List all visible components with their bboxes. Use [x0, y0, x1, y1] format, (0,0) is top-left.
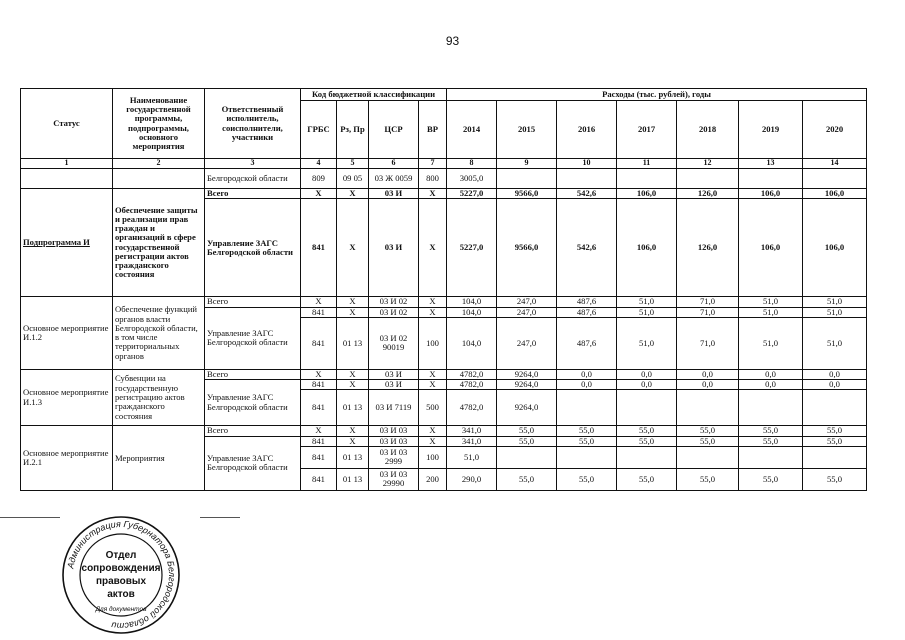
column-index-row [21, 159, 867, 169]
value-cell: 51,0 [739, 297, 803, 307]
value-cell: 71,0 [677, 307, 739, 317]
table-row [21, 297, 867, 307]
value-cell: 106,0 [617, 199, 677, 297]
value-cell: 5227,0 [447, 189, 497, 199]
value-cell: 5227,0 [447, 199, 497, 297]
value-cell: 104,0 [447, 297, 497, 307]
value-cell: 0,0 [803, 369, 867, 379]
scan-line [0, 517, 60, 518]
rz-cell: 01 13 [337, 317, 369, 369]
grbs-cell: 841 [301, 317, 337, 369]
value-cell: 55,0 [803, 468, 867, 490]
value-cell: 290,0 [447, 468, 497, 490]
csr-cell: 03 И 03 [369, 436, 419, 446]
table-row [21, 426, 867, 436]
value-cell: 51,0 [447, 446, 497, 468]
value-cell [557, 446, 617, 468]
csr-cell: 03 И [369, 380, 419, 390]
column-index: 1 [21, 159, 113, 169]
value-cell: 0,0 [677, 380, 739, 390]
rz-cell: X [337, 297, 369, 307]
rz-cell: X [337, 189, 369, 199]
value-cell: 106,0 [803, 189, 867, 199]
csr-cell: 03 И 02 [369, 307, 419, 317]
column-index: 6 [369, 159, 419, 169]
header-budget-code: Код бюджетной классификации [301, 89, 447, 101]
value-cell: 3005,0 [447, 169, 497, 189]
value-cell [497, 446, 557, 468]
value-cell: 71,0 [677, 317, 739, 369]
value-cell: 9566,0 [497, 199, 557, 297]
grbs-cell: 841 [301, 468, 337, 490]
header-status: Статус [21, 89, 113, 159]
executor-cell: Всего [205, 297, 301, 307]
value-cell: 55,0 [739, 436, 803, 446]
value-cell: 0,0 [557, 380, 617, 390]
value-cell [497, 169, 557, 189]
value-cell: 55,0 [557, 426, 617, 436]
stamp-bottom-text: Для документов [95, 606, 147, 613]
csr-cell: 03 И [369, 199, 419, 297]
value-cell: 55,0 [803, 436, 867, 446]
value-cell: 51,0 [803, 307, 867, 317]
executor-cell: Управление ЗАГС Белгородской области [205, 436, 301, 490]
header-year: 2017 [617, 101, 677, 159]
executor-cell: Всего [205, 426, 301, 436]
grbs-cell: 841 [301, 307, 337, 317]
header-executor: Ответственный исполнитель, соисполнители, участники [205, 89, 301, 159]
value-cell: 0,0 [739, 369, 803, 379]
value-cell: 55,0 [677, 468, 739, 490]
table-row [21, 369, 867, 379]
executor-cell: Всего [205, 369, 301, 379]
value-cell: 55,0 [739, 426, 803, 436]
page-number: 93 [445, 34, 460, 48]
vr-cell: 100 [419, 446, 447, 468]
value-cell: 106,0 [739, 199, 803, 297]
value-cell: 9264,0 [497, 369, 557, 379]
column-index: 3 [205, 159, 301, 169]
value-cell: 0,0 [617, 369, 677, 379]
name-cell: Мероприятия [113, 426, 205, 491]
value-cell [617, 446, 677, 468]
value-cell: 51,0 [803, 317, 867, 369]
csr-cell: 03 И 03 [369, 426, 419, 436]
value-cell: 51,0 [739, 317, 803, 369]
value-cell: 9566,0 [497, 189, 557, 199]
value-cell: 247,0 [497, 297, 557, 307]
stamp-center-line: сопровождения [81, 563, 161, 574]
grbs-cell: 841 [301, 380, 337, 390]
value-cell: 487,6 [557, 297, 617, 307]
rz-cell: X [337, 426, 369, 436]
header-csr: ЦСР [369, 101, 419, 159]
value-cell [739, 169, 803, 189]
grbs-cell: X [301, 426, 337, 436]
name-cell: Обеспечение защиты и реализации прав граждан и организаций в сфере государственной регистрации актов гражданского состояния [113, 189, 205, 297]
value-cell: 0,0 [617, 380, 677, 390]
value-cell: 104,0 [447, 307, 497, 317]
table-row [21, 189, 867, 199]
value-cell: 55,0 [617, 436, 677, 446]
rz-cell: X [337, 199, 369, 297]
value-cell: 51,0 [803, 297, 867, 307]
header-year: 2020 [803, 101, 867, 159]
value-cell: 4782,0 [447, 369, 497, 379]
header-year: 2014 [447, 101, 497, 159]
value-cell: 51,0 [617, 297, 677, 307]
value-cell: 0,0 [803, 380, 867, 390]
grbs-cell: 841 [301, 199, 337, 297]
status-cell: Основное мероприятие И.2.1 [21, 426, 113, 491]
value-cell: 126,0 [677, 199, 739, 297]
value-cell: 55,0 [677, 426, 739, 436]
vr-cell: 200 [419, 468, 447, 490]
column-index: 2 [113, 159, 205, 169]
vr-cell: 500 [419, 390, 447, 426]
value-cell: 487,6 [557, 307, 617, 317]
executor-cell: Белгородской области [205, 169, 301, 189]
grbs-cell: 841 [301, 390, 337, 426]
value-cell: 55,0 [739, 468, 803, 490]
stamp-center-line: Отдел [105, 550, 137, 561]
column-index: 7 [419, 159, 447, 169]
grbs-cell: 809 [301, 169, 337, 189]
header-name: Наименование государственной программы, подпрограммы, основного мероприятия [113, 89, 205, 159]
name-cell: Субвенции на государственную регистрацию актов гражданского состояния [113, 369, 205, 426]
value-cell: 71,0 [677, 297, 739, 307]
vr-cell: X [419, 199, 447, 297]
value-cell: 9264,0 [497, 390, 557, 426]
csr-cell: 03 И 03 29990 [369, 468, 419, 490]
vr-cell: 100 [419, 317, 447, 369]
value-cell: 126,0 [677, 189, 739, 199]
rz-cell: 01 13 [337, 390, 369, 426]
executor-cell: Управление ЗАГС Белгородской области [205, 199, 301, 297]
value-cell [557, 169, 617, 189]
stamp-center-line: актов [107, 589, 135, 600]
grbs-cell: X [301, 297, 337, 307]
value-cell: 247,0 [497, 307, 557, 317]
value-cell: 0,0 [557, 369, 617, 379]
header-year: 2018 [677, 101, 739, 159]
value-cell: 55,0 [677, 436, 739, 446]
scan-line [200, 517, 240, 518]
column-index: 11 [617, 159, 677, 169]
table-row [21, 169, 867, 189]
status-cell: Основное мероприятие И.1.2 [21, 297, 113, 370]
vr-cell: X [419, 369, 447, 379]
value-cell: 51,0 [617, 317, 677, 369]
vr-cell: 800 [419, 169, 447, 189]
value-cell: 341,0 [447, 436, 497, 446]
value-cell: 55,0 [617, 468, 677, 490]
rz-cell: 01 13 [337, 468, 369, 490]
vr-cell: X [419, 436, 447, 446]
column-index: 8 [447, 159, 497, 169]
value-cell: 106,0 [803, 199, 867, 297]
value-cell [677, 446, 739, 468]
value-cell: 106,0 [617, 189, 677, 199]
stamp-ring-text: Администрация Губернатора Белгородской области [65, 518, 178, 632]
value-cell: 55,0 [557, 436, 617, 446]
value-cell [803, 446, 867, 468]
grbs-cell: 841 [301, 436, 337, 446]
column-index: 10 [557, 159, 617, 169]
value-cell: 104,0 [447, 317, 497, 369]
header-rz: Рз, Пр [337, 101, 369, 159]
status-cell: Подпрограмма И [21, 189, 113, 297]
grbs-cell: X [301, 189, 337, 199]
value-cell: 55,0 [497, 436, 557, 446]
csr-cell: 03 И [369, 369, 419, 379]
column-index: 14 [803, 159, 867, 169]
value-cell: 4782,0 [447, 390, 497, 426]
column-index: 4 [301, 159, 337, 169]
value-cell: 55,0 [803, 426, 867, 436]
rz-cell: X [337, 307, 369, 317]
rz-cell: X [337, 369, 369, 379]
csr-cell: 03 И 7119 [369, 390, 419, 426]
rz-cell: X [337, 380, 369, 390]
vr-cell: X [419, 297, 447, 307]
csr-cell: 03 И 02 90019 [369, 317, 419, 369]
value-cell: 487,6 [557, 317, 617, 369]
header-year: 2019 [739, 101, 803, 159]
rz-cell: 01 13 [337, 446, 369, 468]
value-cell: 341,0 [447, 426, 497, 436]
value-cell: 542,6 [557, 189, 617, 199]
value-cell [677, 390, 739, 426]
value-cell [803, 390, 867, 426]
value-cell: 542,6 [557, 199, 617, 297]
rz-cell: X [337, 436, 369, 446]
rz-cell: 09 05 [337, 169, 369, 189]
value-cell: 55,0 [617, 426, 677, 436]
header-row-1 [21, 89, 867, 101]
header-grbs: ГРБС [301, 101, 337, 159]
value-cell: 55,0 [557, 468, 617, 490]
value-cell: 51,0 [617, 307, 677, 317]
stamp-inner-ring [80, 534, 162, 616]
column-index: 9 [497, 159, 557, 169]
value-cell: 0,0 [677, 369, 739, 379]
header-vr: ВР [419, 101, 447, 159]
value-cell: 55,0 [497, 426, 557, 436]
header-expenses: Расходы (тыс. рублей), годы [447, 89, 867, 101]
vr-cell: X [419, 307, 447, 317]
csr-cell: 03 Ж 0059 [369, 169, 419, 189]
value-cell: 51,0 [739, 307, 803, 317]
name-cell: Обеспечение функций органов власти Белгородской области, в том числе территориальных органов [113, 297, 205, 370]
vr-cell: X [419, 189, 447, 199]
value-cell: 106,0 [739, 189, 803, 199]
value-cell: 247,0 [497, 317, 557, 369]
value-cell [557, 390, 617, 426]
header-year: 2015 [497, 101, 557, 159]
stamp-center-line: правовых [95, 576, 147, 587]
grbs-cell: X [301, 369, 337, 379]
value-cell [803, 169, 867, 189]
value-cell [739, 446, 803, 468]
csr-cell: 03 И 02 [369, 297, 419, 307]
value-cell [617, 390, 677, 426]
status-cell: Основное мероприятие И.1.3 [21, 369, 113, 426]
column-index: 13 [739, 159, 803, 169]
column-index: 5 [337, 159, 369, 169]
value-cell: 55,0 [497, 468, 557, 490]
value-cell: 9264,0 [497, 380, 557, 390]
grbs-cell: 841 [301, 446, 337, 468]
executor-cell: Управление ЗАГС Белгородской области [205, 380, 301, 426]
value-cell [677, 169, 739, 189]
csr-cell: 03 И [369, 189, 419, 199]
executor-cell: Управление ЗАГС Белгородской области [205, 307, 301, 369]
value-cell: 4782,0 [447, 380, 497, 390]
header-year: 2016 [557, 101, 617, 159]
vr-cell: X [419, 380, 447, 390]
budget-table [20, 88, 867, 491]
value-cell: 0,0 [739, 380, 803, 390]
csr-cell: 03 И 03 2999 [369, 446, 419, 468]
value-cell [739, 390, 803, 426]
value-cell [617, 169, 677, 189]
vr-cell: X [419, 426, 447, 436]
executor-cell: Всего [205, 189, 301, 199]
official-stamp [60, 514, 182, 636]
column-index: 12 [677, 159, 739, 169]
